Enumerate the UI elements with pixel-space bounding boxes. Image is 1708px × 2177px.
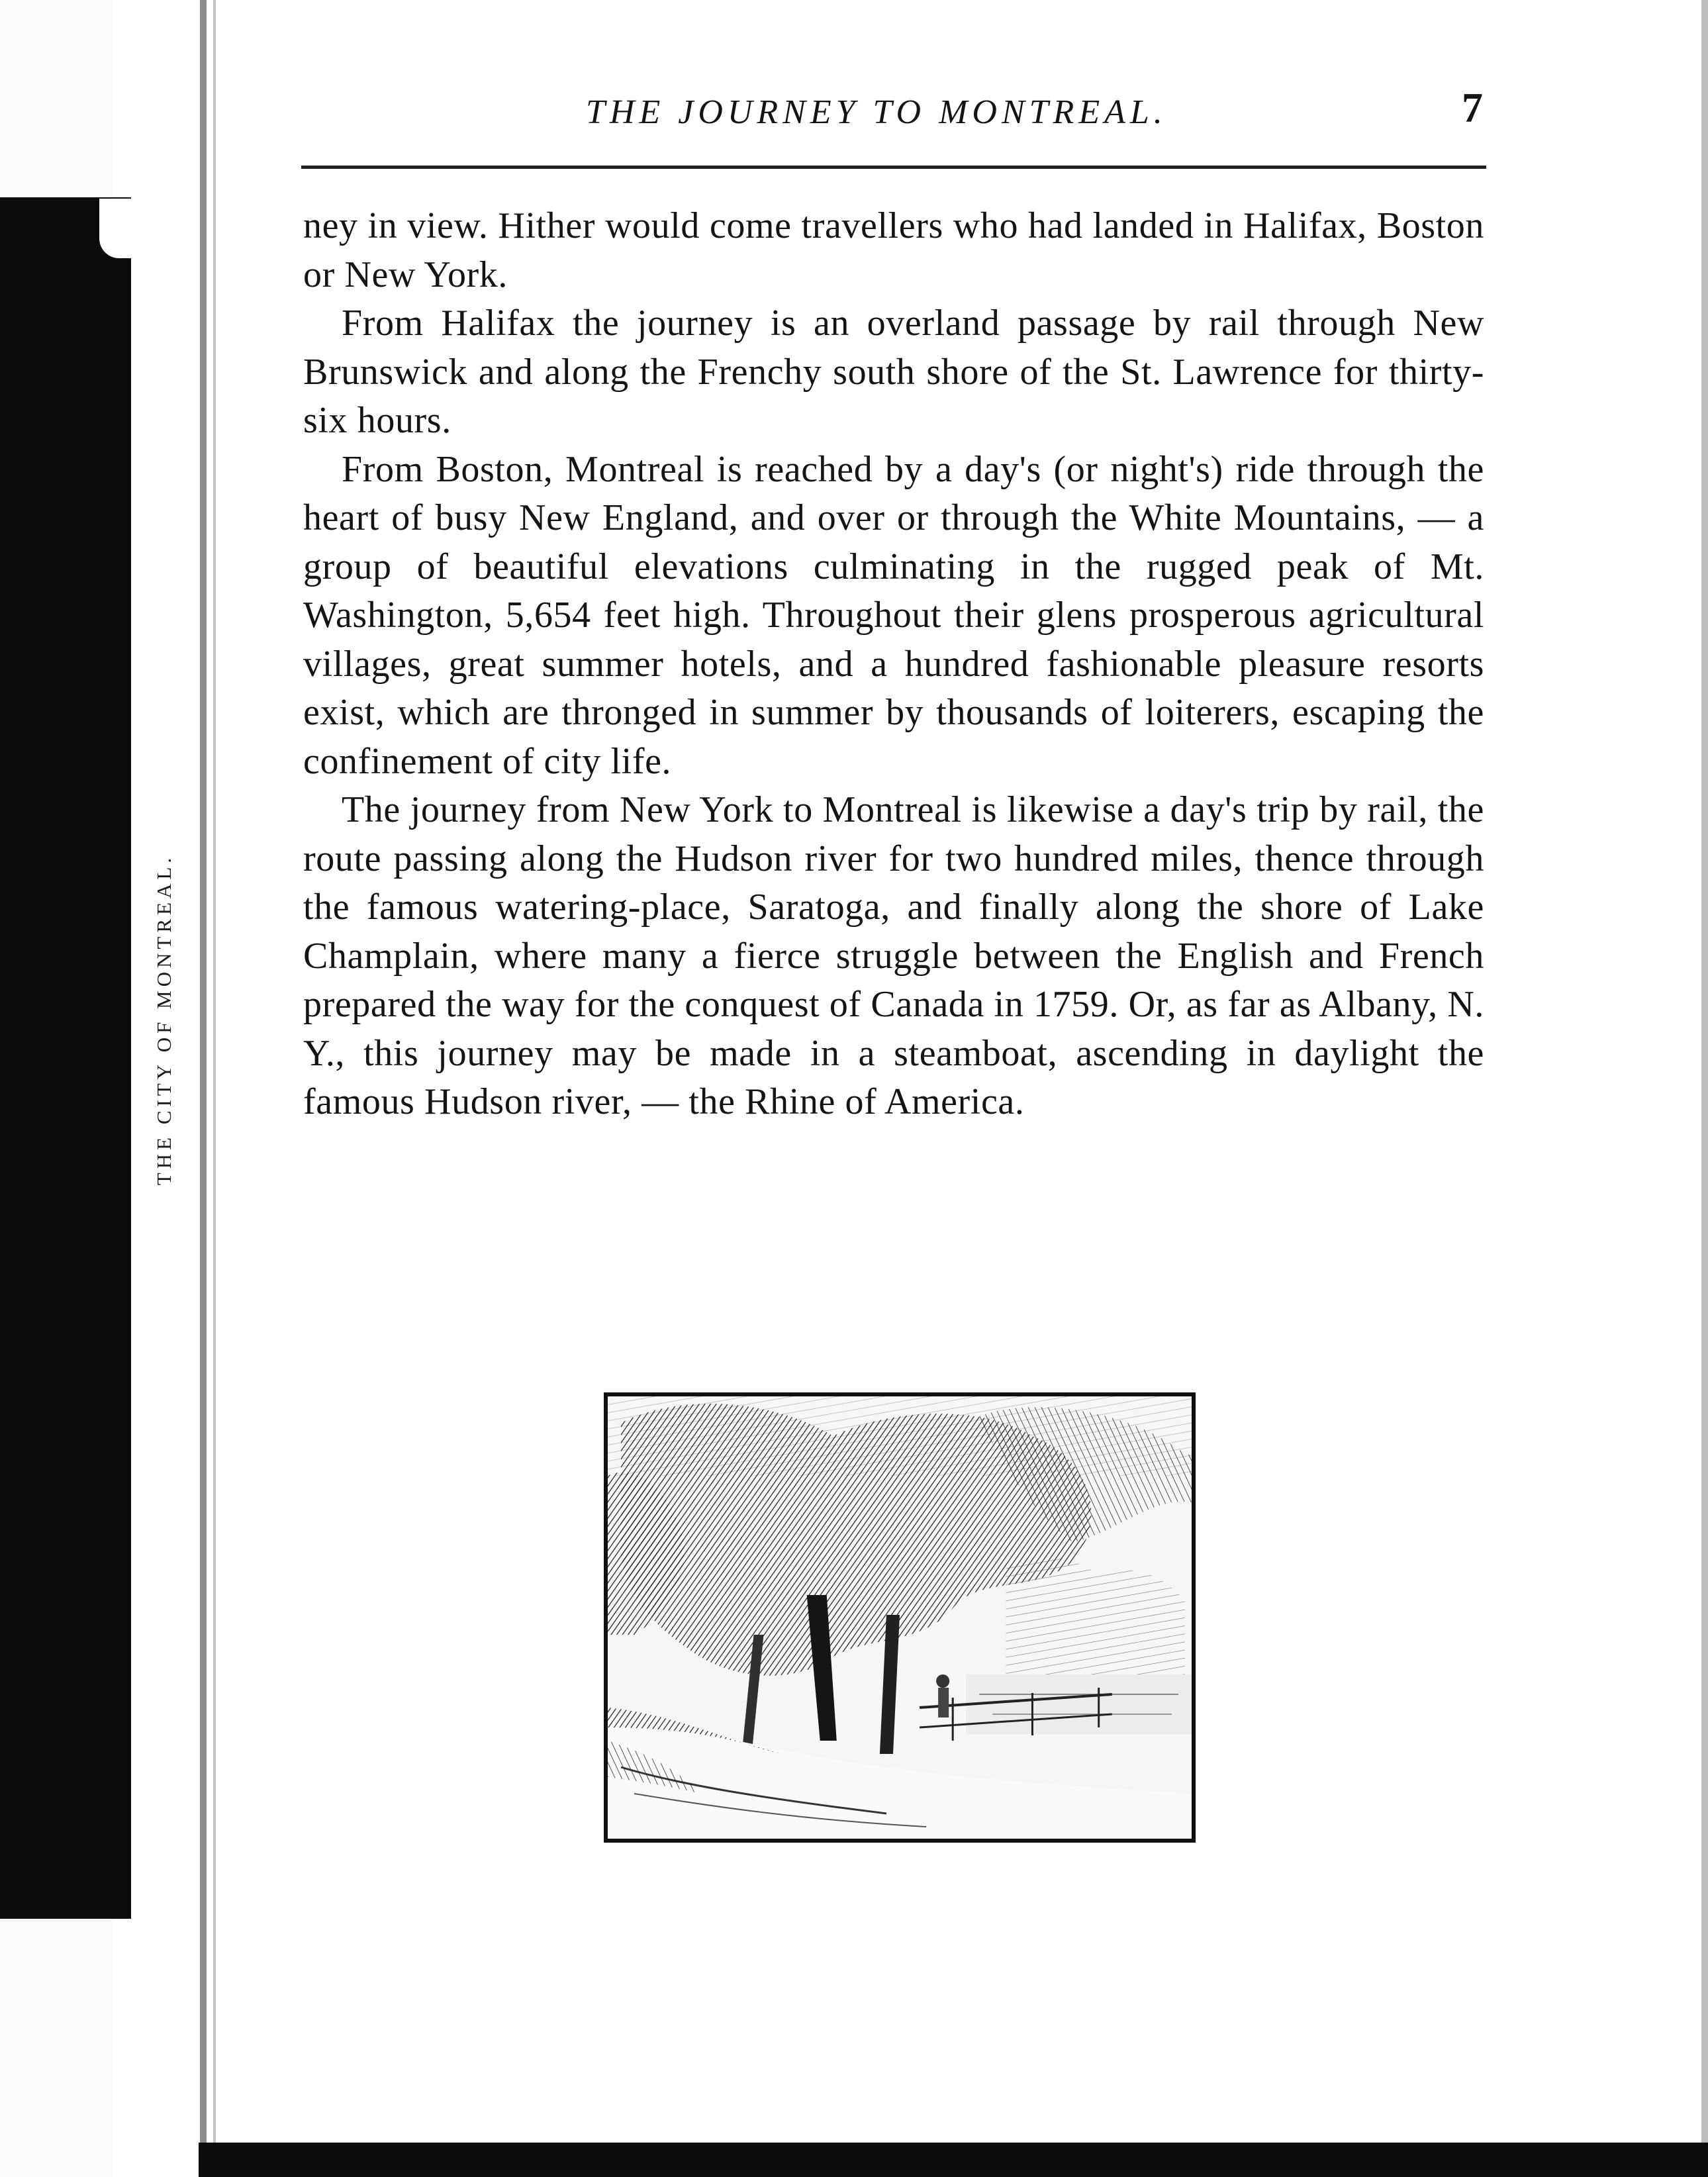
body-text xyxy=(303,202,1484,1127)
paragraph: From Boston, Montreal is reached by a day's (or night's) ride through the heart of busy New England, and over or through the White Mountains, — a group of beautiful elevations culminating in the rugged peak of Mt. Washington, 5,654 feet high. Throughout their glens prosperous agricultural villages, great summer hotels, and a hundred fashionable pleasure resorts exist, which are thronged in summer by thousands of loiterers, escaping the confinement of city life. xyxy=(303,448,1484,782)
spine-caption: THE CITY OF MONTREAL. xyxy=(152,853,175,1186)
facing-plate-edge xyxy=(0,197,131,1919)
engraving-drawing xyxy=(608,1396,1192,1839)
running-head: THE JOURNEY TO MONTREAL. xyxy=(586,93,1167,131)
header-rule xyxy=(301,166,1486,169)
paragraph: ney in view. Hither would come travellers who had landed in Halifax, Boston or New York. xyxy=(303,205,1484,295)
right-page-edge xyxy=(1701,0,1708,2177)
plate-notch xyxy=(99,199,131,258)
binding-gutter-shadow xyxy=(213,0,216,2177)
paragraph: From Halifax the journey is an overland passage by rail through New Brunswick and along the Frenchy south shore of the St. Lawrence for thirty-six hours. xyxy=(303,303,1484,441)
page-number: 7 xyxy=(1462,84,1483,131)
landscape-engraving xyxy=(604,1392,1196,1843)
binding-gutter-line xyxy=(200,0,207,2177)
bottom-scan-edge xyxy=(199,2143,1708,2177)
paragraph: The journey from New York to Montreal is likewise a day's trip by rail, the route passing along the Hudson river for two hundred miles, thence through the famous watering-place, Saratoga, and finally along the shore of Lake Champlain, where many a fierce struggle between the English and French prepared the way for the conquest of Canada in 1759. Or, as far as Albany, N. Y., this journey may be made in a steamboat, ascending in daylight the famous Hudson river, — the Rhine of America. xyxy=(303,789,1484,1122)
